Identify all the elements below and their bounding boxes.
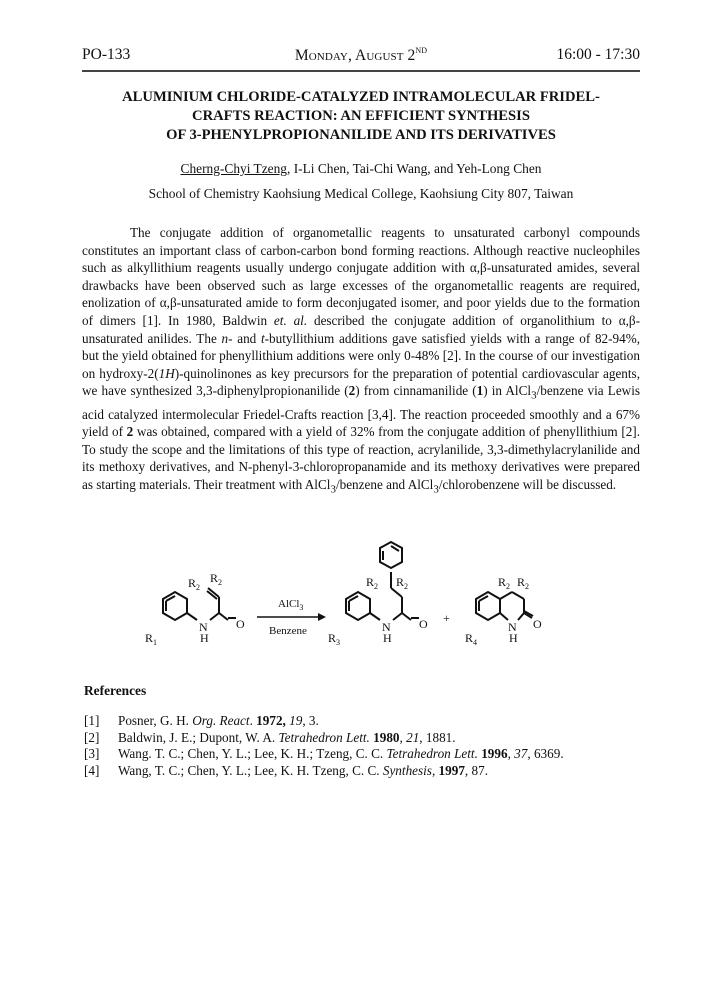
abstract-paragraph: [82, 224, 640, 499]
abstract-text: /benzene via Lewis acid catalyzed intermolecular Friedel-Crafts reaction [3,4]. The reaction proceeded smoothly and a 67% yield of: [82, 383, 640, 440]
abstract-italic: n: [221, 330, 229, 346]
reference-number: [3]: [84, 746, 100, 762]
quinolinone-structure: [476, 592, 533, 620]
abstract-italic: t: [260, 330, 265, 346]
reference-number: [4]: [84, 762, 100, 778]
session-time: 16:00 - 17:30: [556, 46, 640, 63]
abstract-text: /benzene and AlCl: [335, 476, 434, 492]
o-atom: O: [236, 617, 245, 631]
reference-text: Posner, G. H. Org. React. 1972, 19, 3.: [118, 713, 319, 728]
reaction-scheme: [140, 530, 580, 660]
title-line: OF 3-PHENYLPROPIONANILIDE AND ITS DERIVATIVES: [166, 127, 556, 143]
o-atom: O: [533, 617, 542, 631]
reagent-label: AlCl$_3$: [278, 598, 304, 612]
abstract-text: /chlorobenzene will be discussed.: [438, 476, 617, 492]
compound-number: 1: [476, 383, 484, 399]
plus-sign: +: [443, 611, 450, 625]
abstract-text: ) in AlCl: [483, 383, 532, 399]
product-structure: [346, 542, 419, 620]
date-superscript: ND: [415, 46, 428, 55]
subscript: 3: [531, 389, 537, 402]
page-header: [82, 46, 640, 68]
session-date-text: Monday, August 2: [294, 47, 416, 64]
reference-item: [84, 713, 564, 730]
reference-list: [84, 713, 564, 779]
h-atom: H: [200, 631, 209, 645]
o-atom: O: [419, 617, 428, 631]
n-atom: N: [382, 620, 391, 634]
affiliation: School of Chemistry Kaohsiung Medical College, Kaohsiung City 807, Taiwan: [148, 186, 574, 201]
author-list: [82, 161, 640, 177]
abstract-italic: 1H: [158, 365, 175, 381]
solvent-label: Benzene: [269, 625, 307, 637]
subscript: 3: [433, 483, 439, 496]
reference-text: Wang. T. C.; Chen, Y. L.; Lee, K. H.; Tzeng, C. C. Tetrahedron Lett. 1996, 37, 6369.: [118, 746, 564, 762]
abstract-text: ) from cinnamanilide (: [355, 383, 477, 399]
abstract-text: The conjugate addition of organometallic reagents to unsaturated carbonyl compounds constitutes an important class of carbon-carbon bond forming reactions. Although reactive nucleophiles such as alkyllithium reagents usually undergo conjugate addition with α,β-unsaturated amides, several drawbacks have been observed such as large excesses of the organometallic reagents are required, enolization of α,β-unsaturated amide to form deconjugated isomer, and poor yields due to the formation of dimers [1]. In 1980, Baldwin: [82, 225, 640, 328]
r2-label: $R_2$: [188, 576, 201, 592]
abstract-italic: et. al.: [273, 312, 308, 328]
r3-label: $R_3$: [328, 631, 341, 647]
compound-number: 2: [126, 424, 134, 440]
n-atom: N: [199, 620, 208, 634]
paper-title: [82, 88, 640, 145]
co-authors: , I-Li Chen, Tai-Chi Wang, and Yeh-Long Chen: [287, 161, 542, 176]
abstract-text: )-quinolinones as key precursors for the preparation of potential cardiovascular agents, we have synthesized 3,3-diphenylpropionanilide (: [82, 365, 640, 399]
r2-label: $R_2$: [396, 575, 409, 591]
abstract-text: -butyllithium additions gave satisfied yields with a range of 82-94%, but the yield obtained for phenyllithium additions were only 0-48% [2]. In the course of our investigation on hydroxy-2(: [82, 330, 640, 381]
r2-label: $R_2$: [498, 575, 511, 591]
references-heading: References: [84, 683, 147, 698]
r2-label: $R_2$: [517, 575, 530, 591]
r1-label: $R_1$: [145, 631, 158, 647]
reactant-structure: [163, 588, 236, 620]
reference-text: Wang, T. C.; Chen, Y. L.; Lee, K. H. Tzeng, C. C. Synthesis, 1997, 87.: [118, 762, 488, 778]
presenting-author: Cherng-Chyi Tzeng: [180, 161, 287, 176]
h-atom: H: [509, 631, 518, 645]
header-rule: [82, 70, 640, 72]
reference-item: [84, 746, 564, 763]
reference-number: [1]: [84, 713, 100, 728]
poster-code: PO-133: [82, 46, 131, 63]
arrow-head: [318, 613, 326, 621]
reference-text: Baldwin, J. E.; Dupont, W. A. Tetrahedron Lett. 1980, 21, 1881.: [118, 729, 456, 745]
title-line: ALUMINIUM CHLORIDE-CATALYZED INTRAMOLECULAR FRIDEL-: [122, 89, 600, 105]
abstract-text: was obtained, compared with a yield of 32% from the conjugate addition of phenyllithium [2]. To study the scope and the limitations of this type of reaction, acrylanilide, 3,3-dimethylacrylanilide and its methoxy derivatives, and N-phenyl-3-chloropropanamide and its methoxy derivatives were prepared as starting materials. Their treatment with AlCl: [82, 424, 640, 492]
r4-label: $R_4$: [465, 631, 478, 647]
r2-label: $R_2$: [366, 575, 379, 591]
n-atom: N: [508, 620, 517, 634]
subscript: 3: [330, 483, 336, 496]
h-atom: H: [383, 631, 392, 645]
reference-item: [84, 730, 564, 747]
title-line: CRAFTS REACTION: AN EFFICIENT SYNTHESIS: [192, 108, 530, 124]
r2-label: $R_2$: [210, 571, 223, 587]
reference-number: [2]: [84, 729, 100, 745]
abstract-text: described the conjugate addition of organolithium to α,β-unsaturated anilides. The: [82, 312, 640, 346]
reference-item: [84, 763, 564, 780]
abstract-text: - and: [228, 330, 261, 346]
compound-number: 2: [348, 383, 356, 399]
